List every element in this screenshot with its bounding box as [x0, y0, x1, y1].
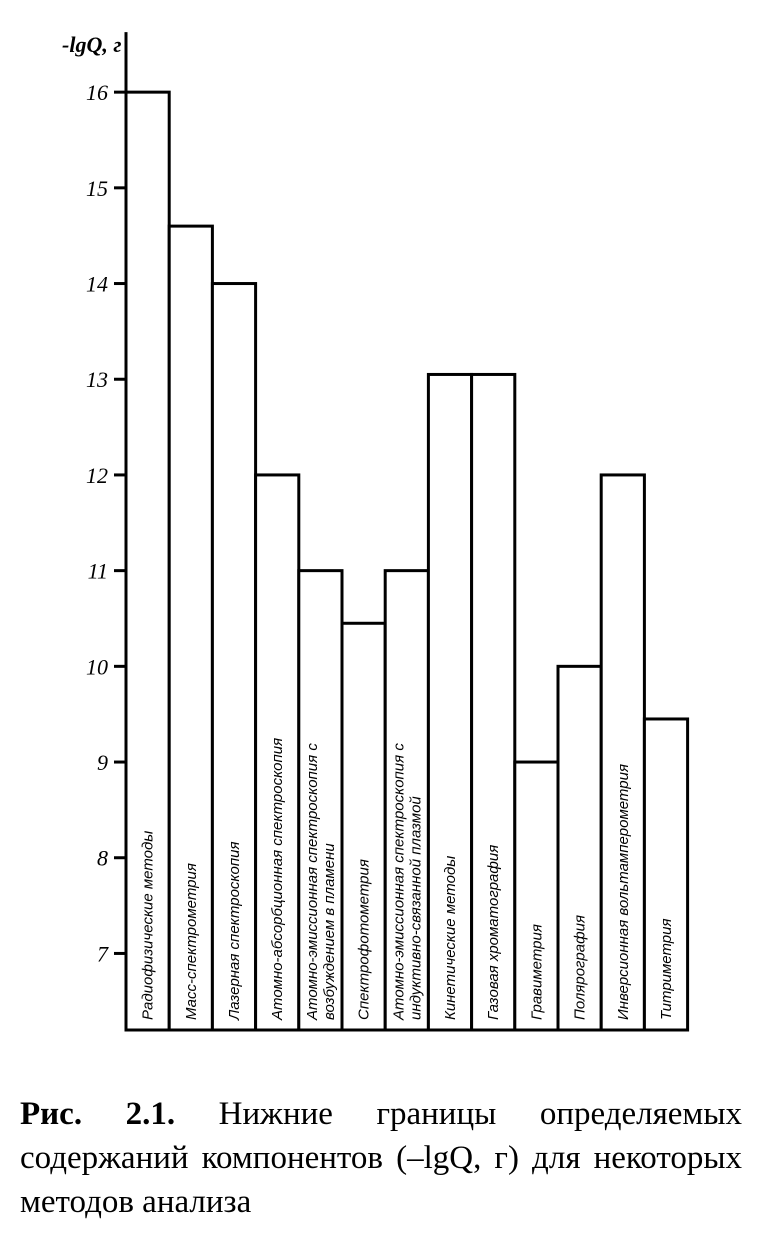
- y-axis-ticks: [86, 80, 126, 966]
- bar-label: Гравиметрия: [528, 924, 546, 1020]
- bar-label: Атомно-эмиссионная спектроскопия с: [303, 743, 321, 1020]
- figure-caption: [20, 1092, 742, 1224]
- bar-label: Кинетические методы: [442, 855, 459, 1020]
- bar-label: Титриметрия: [658, 918, 675, 1020]
- y-tick-label: 12: [86, 462, 108, 488]
- y-tick-label: 16: [86, 80, 108, 106]
- caption-number: Рис. 2.1.: [20, 1096, 176, 1132]
- bar-label: Радиофизические методы: [139, 830, 157, 1020]
- bar-label: Полярография: [571, 914, 589, 1020]
- bar-label: Атомно-эмиссионная спектроскопия с: [390, 743, 408, 1020]
- bar-label: Спектрофотометрия: [355, 859, 373, 1020]
- bar-label: возбуждением в пламени: [320, 843, 338, 1020]
- bar-label: Лазерная спектроскопия: [226, 841, 243, 1020]
- y-tick-label: 8: [97, 845, 108, 871]
- y-axis-label: -lgQ, г: [62, 32, 122, 57]
- y-tick-label: 14: [86, 271, 108, 297]
- bar-label: индуктивно-связанной плазмой: [407, 796, 425, 1020]
- bar-label: Инверсионная вольтамперометрия: [614, 764, 632, 1020]
- bar-label: Газовая хроматография: [485, 844, 503, 1020]
- y-tick-label: 11: [87, 558, 108, 584]
- y-tick-label: 10: [86, 654, 108, 680]
- bar-label: Атомно-абсорбционная спектроскопия: [269, 737, 287, 1020]
- y-tick-label: 13: [86, 367, 108, 393]
- y-tick-label: 7: [97, 941, 108, 967]
- y-tick-label: 9: [97, 750, 108, 776]
- bar-label: Масс-спектрометрия: [182, 863, 200, 1020]
- y-tick-label: 15: [86, 175, 108, 201]
- caption-text: Нижние границы определяемых содержаний компонентов (–lgQ, г) для некоторых методов анализа: [20, 1096, 742, 1220]
